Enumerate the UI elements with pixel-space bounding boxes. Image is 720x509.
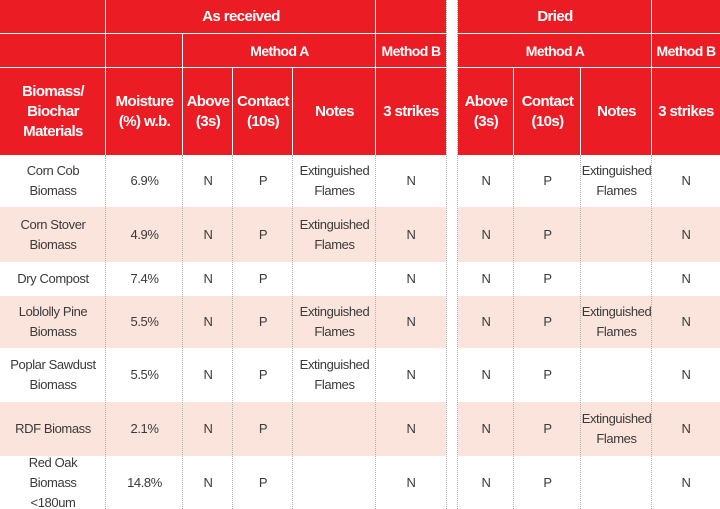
cell-received-strikes: N	[406, 314, 416, 329]
header-contact-dried: Contact (10s)	[514, 68, 581, 155]
cell-moisture: 5.5%	[130, 314, 159, 329]
cell-received-notes	[293, 456, 376, 509]
cell-dried-strikes: N	[681, 173, 691, 188]
cell-received-contact: P	[258, 474, 268, 490]
cell-dried-notes: Extinguished Flames	[581, 411, 652, 446]
header-method-a-received: Method A	[183, 34, 376, 68]
cell-dried-notes	[581, 348, 652, 402]
header-strikes-dried: 3 strikes	[652, 68, 720, 155]
cell-received-notes: Extinguished Flames	[299, 357, 370, 392]
cell-dried-notes: Extinguished Flames	[581, 163, 652, 198]
cell-moisture: 5.5%	[130, 367, 159, 382]
cell-dried-strikes: N	[681, 474, 691, 490]
cell-moisture: 14.8%	[127, 474, 162, 490]
cell-dried-above: N	[481, 271, 491, 286]
cell-received-above: N	[203, 314, 213, 329]
cell-dried-contact: P	[543, 367, 552, 382]
cell-received-contact: P	[258, 226, 268, 242]
cell-dried-contact: P	[543, 226, 552, 242]
cell-dried-strikes: N	[681, 314, 691, 329]
cell-received-above: N	[203, 367, 213, 382]
cell-material: Red Oak Biomass <180um	[28, 456, 78, 509]
header-above-received: Above (3s)	[183, 68, 233, 155]
cell-received-notes: Extinguished Flames	[299, 216, 370, 252]
header-strikes-received: 3 strikes	[376, 68, 446, 155]
header-contact-received: Contact (10s)	[233, 68, 293, 155]
cell-received-above: N	[203, 421, 213, 436]
cell-received-above: N	[203, 173, 213, 188]
header-method-a-dried: Method A	[458, 34, 652, 68]
cell-dried-strikes: N	[681, 226, 691, 242]
cell-received-contact: P	[258, 367, 268, 382]
header-above-dried: Above (3s)	[458, 68, 514, 155]
cell-dried-notes	[581, 456, 652, 509]
cell-moisture: 4.9%	[130, 226, 159, 242]
cell-received-above: N	[203, 271, 213, 286]
header-dried: Dried	[458, 0, 652, 34]
cell-received-notes	[293, 402, 376, 456]
cell-dried-strikes: N	[681, 271, 691, 286]
cell-received-notes: Extinguished Flames	[299, 304, 370, 339]
cell-received-strikes: N	[406, 367, 416, 382]
cell-dried-above: N	[481, 173, 491, 188]
header-method-b-dried: Method B	[652, 34, 720, 68]
cell-received-strikes: N	[406, 173, 416, 188]
cell-dried-above: N	[481, 474, 491, 490]
cell-dried-above: N	[481, 367, 491, 382]
cell-dried-notes	[581, 207, 652, 262]
cell-dried-strikes: N	[681, 421, 691, 436]
header-blank-1	[0, 0, 106, 34]
cell-received-strikes: N	[406, 474, 416, 490]
cell-material: Corn Stover Biomass	[20, 216, 86, 252]
header-notes-received: Notes	[293, 68, 376, 155]
cell-received-notes: Extinguished Flames	[299, 163, 370, 198]
cell-dried-above: N	[481, 226, 491, 242]
cell-dried-above: N	[481, 314, 491, 329]
cell-received-strikes: N	[406, 271, 416, 286]
header-blank-3	[652, 0, 720, 34]
header-blank-4	[0, 34, 183, 68]
cell-moisture: 6.9%	[130, 173, 159, 188]
cell-dried-contact: P	[543, 474, 552, 490]
cell-dried-notes: Extinguished Flames	[581, 304, 652, 339]
cell-received-strikes: N	[406, 421, 416, 436]
cell-received-notes	[293, 262, 376, 296]
header-notes-dried: Notes	[581, 68, 652, 155]
cell-dried-contact: P	[543, 271, 552, 286]
cell-dried-contact: P	[543, 173, 552, 188]
cell-received-contact: P	[258, 173, 268, 188]
cell-dried-strikes: N	[681, 367, 691, 382]
cell-dried-above: N	[481, 421, 491, 436]
cell-received-contact: P	[258, 314, 268, 329]
cell-material: Poplar Sawdust Biomass	[10, 357, 96, 392]
header-moisture: Moisture (%) w.b.	[106, 68, 183, 155]
cell-material: Dry Compost	[17, 271, 89, 286]
cell-dried-contact: P	[543, 314, 552, 329]
cell-material: Corn Cob Biomass	[26, 163, 80, 198]
cell-received-contact: P	[258, 421, 268, 436]
cell-received-strikes: N	[406, 226, 416, 242]
cell-material: Loblolly Pine Biomass	[18, 304, 88, 339]
cell-received-above: N	[203, 226, 213, 242]
header-blank-2	[376, 0, 446, 34]
cell-received-contact: P	[258, 271, 268, 286]
cell-moisture: 7.4%	[130, 271, 159, 286]
header-biomass: Biomass/ Biochar Materials	[0, 68, 106, 155]
cell-received-above: N	[203, 474, 213, 490]
cell-dried-notes	[581, 262, 652, 296]
cell-dried-contact: P	[543, 421, 552, 436]
header-method-b-received: Method B	[376, 34, 446, 68]
header-as-received: As received	[106, 0, 376, 34]
cell-moisture: 2.1%	[130, 421, 159, 436]
cell-material: RDF Biomass	[15, 421, 91, 436]
